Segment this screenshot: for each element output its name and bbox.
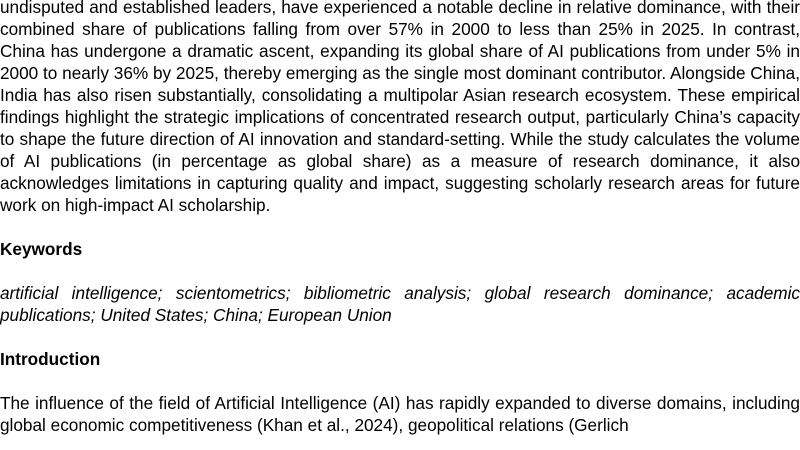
introduction-heading: Introduction bbox=[0, 349, 101, 369]
abstract-paragraph: undisputed and established leaders, have experienced a notable decline in relative dominance, with their combined share of publications falling from over 57% in 2000 to less than 25% in 2025. In contrast, China has undergone a dramatic ascent, expanding its global share of AI publications from under 5% in 2000 to nearly 36% by 2025, thereby emerging as the single most dominant contributor. Alongside China, India has also risen substantially, consolidating a multipolar Asian research ecosystem. These empirical findings highlight the strategic implications of concentrated research output, particularly China’s capacity to shape the future direction of AI innovation and standard-setting. While the study calculates the volume of AI publications (in percentage as global share) as a measure of research dominance, it also acknowledges limitations in capturing quality and impact, suggesting scholarly research areas for future work on high-impact AI scholarship. bbox=[0, 0, 800, 215]
keywords-heading: Keywords bbox=[0, 239, 83, 259]
introduction-paragraph: The influence of the field of Artificial Intelligence (AI) has rapidly expanded to diverse domains, including global economic competitiveness (Khan et al., 2024), geopolitical relations (Gerlich bbox=[0, 393, 800, 435]
keywords-list: artificial intelligence; scientometrics; bibliometric analysis; global research dominance; academic publications; United States; China; European Union bbox=[0, 283, 800, 325]
